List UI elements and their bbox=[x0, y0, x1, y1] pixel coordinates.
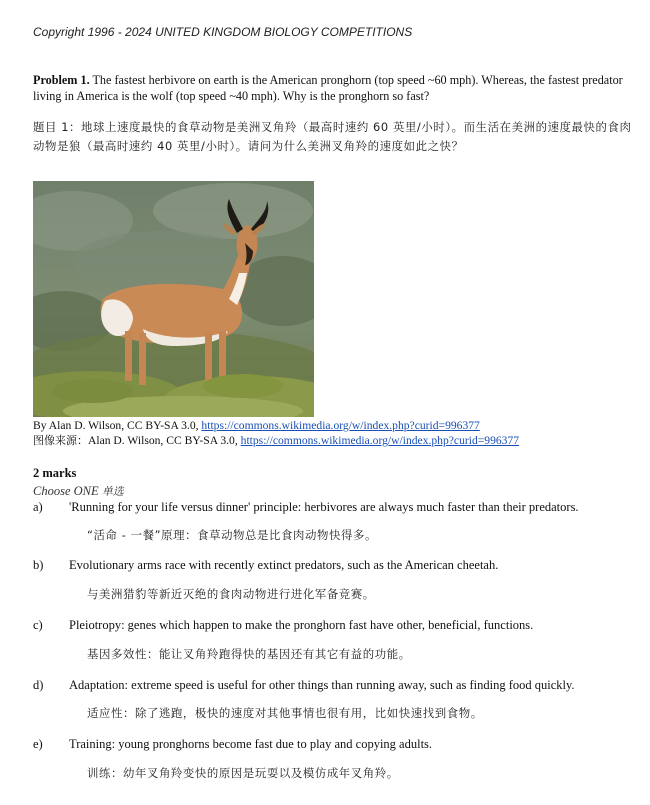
choose-en: Choose ONE bbox=[33, 484, 99, 498]
image-credit-zh bbox=[33, 434, 633, 448]
option-a-text-en[interactable]: 'Running for your life versus dinner' principle: herbivores are always much faster than their predators. bbox=[69, 500, 579, 514]
option-d-text-en[interactable]: Adaptation: extreme speed is useful for other things than running away, such as finding food quickly. bbox=[69, 678, 575, 692]
option-b-text-en[interactable]: Evolutionary arms race with recently extinct predators, such as the American cheetah. bbox=[69, 558, 499, 572]
credit-link-en[interactable]: https://commons.wikimedia.org/w/index.php?curid=996377 bbox=[201, 419, 480, 432]
credit-en-prefix: By Alan D. Wilson, CC BY-SA 3.0, bbox=[33, 419, 202, 432]
option-d-letter: d) bbox=[33, 678, 44, 692]
copyright-notice: Copyright 1996 - 2024 UNITED KINGDOM BIOLOGY COMPETITIONS bbox=[33, 25, 413, 39]
pronghorn-photo bbox=[33, 181, 314, 417]
marks-label: 2 marks bbox=[33, 466, 77, 480]
option-e-text-zh: 训练：幼年叉角羚变快的原因是玩耍以及模仿成年叉角羚。 bbox=[87, 766, 399, 780]
option-e-letter: e) bbox=[33, 737, 43, 751]
problem-statement-en bbox=[33, 72, 638, 104]
credit-zh-rest: Alan D. Wilson, CC BY-SA 3.0, bbox=[88, 434, 241, 447]
option-d-text-zh: 适应性：除了逃跑，极快的速度对其他事情也很有用，比如快速找到食物。 bbox=[87, 706, 483, 720]
option-b-letter: b) bbox=[33, 558, 44, 572]
option-c-letter: c) bbox=[33, 618, 43, 632]
option-a-text-zh: “活命 - 一餐”原理：食草动物总是比食肉动物快得多。 bbox=[87, 528, 377, 542]
credit-link-zh[interactable]: https://commons.wikimedia.org/w/index.php?curid=996377 bbox=[240, 434, 520, 447]
option-a-letter: a) bbox=[33, 500, 43, 514]
option-e-text-en[interactable]: Training: young pronghorns become fast due to play and copying adults. bbox=[69, 737, 433, 751]
choose-instruction bbox=[33, 483, 124, 499]
option-c-text-en[interactable]: Pleiotropy: genes which happen to make the pronghorn fast have other, beneficial, functions. bbox=[69, 618, 534, 632]
credit-zh-prefix: 图像来源： bbox=[33, 434, 88, 447]
problem-statement-zh: 题目 1：地球上速度最快的食草动物是美洲叉角羚（最高时速约 60 英里/小时）。而生活在美洲的速度最快的食肉动物是狼（最高时速约 40 英里/小时）。请问为什么美洲叉角羚的速度如此之快？ bbox=[33, 120, 632, 153]
problem-label: Problem 1. bbox=[33, 73, 90, 87]
image-credit-en bbox=[33, 419, 633, 433]
problem-text-en: The fastest herbivore on earth is the American pronghorn (top speed ~60 mph). Whereas, the fastest predator living in America is the wolf (top speed ~40 mph). Why is the pronghorn so fast? bbox=[33, 73, 623, 103]
option-c-text-zh: 基因多效性：能让叉角羚跑得快的基因还有其它有益的功能。 bbox=[87, 647, 411, 661]
choose-zh: 单选 bbox=[101, 485, 124, 498]
option-b-text-zh: 与美洲猎豹等新近灭绝的食肉动物进行进化军备竞赛。 bbox=[87, 587, 375, 601]
